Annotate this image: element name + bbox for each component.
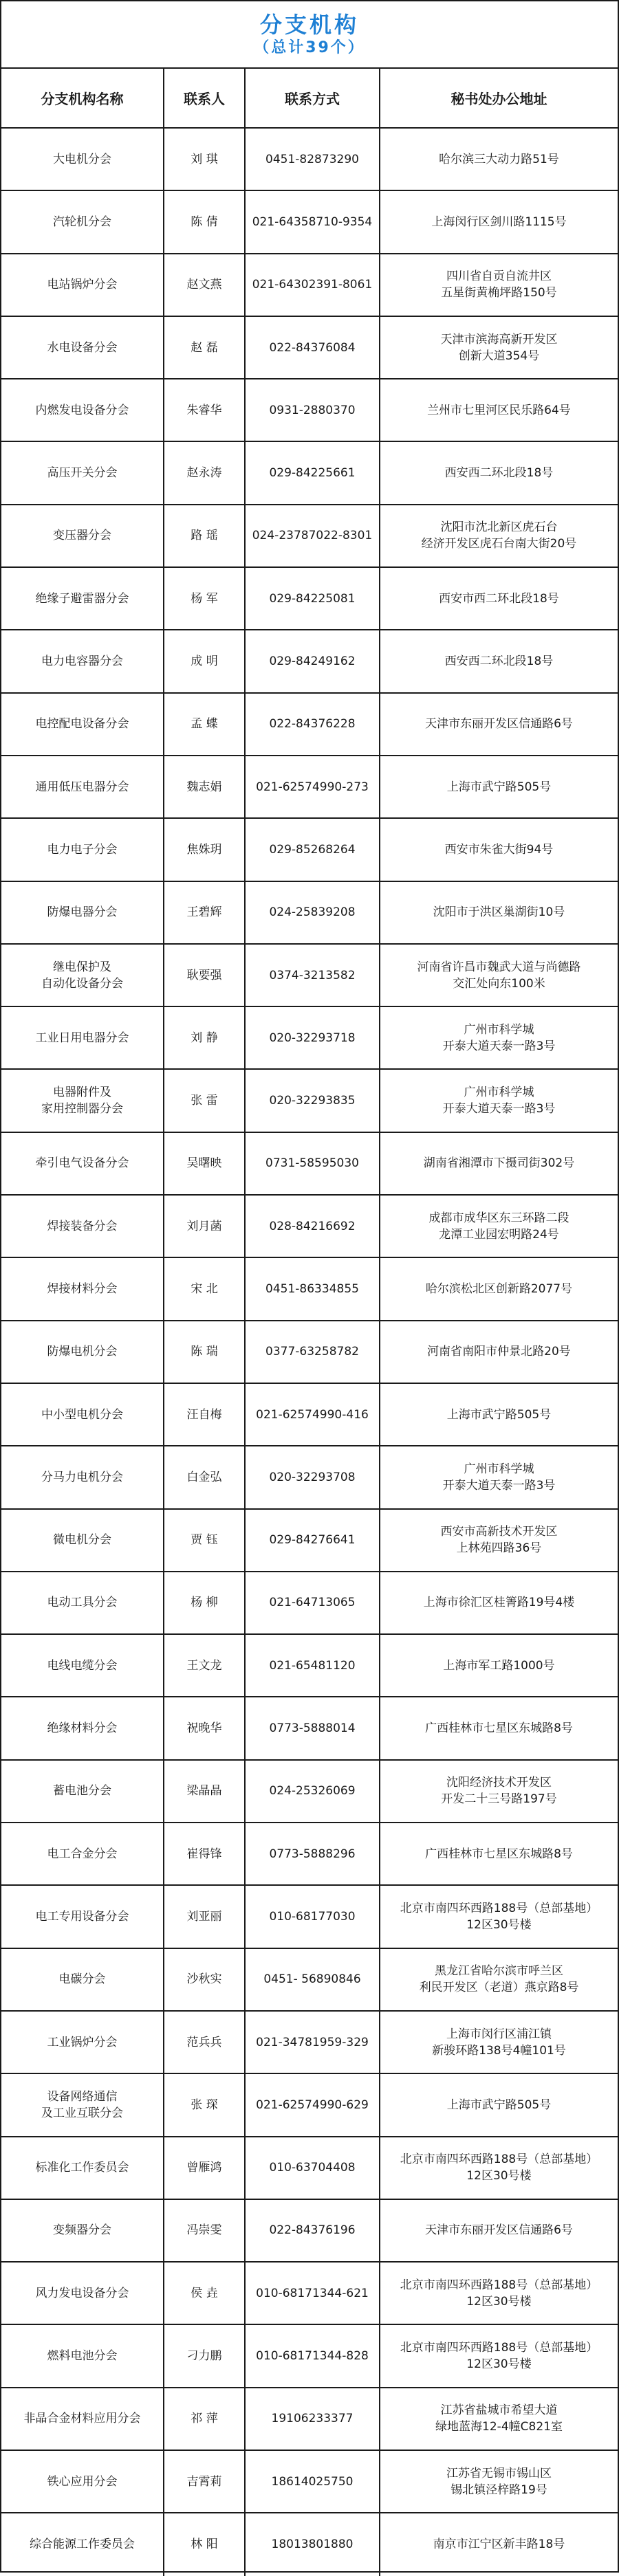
branch-name-cell: 铁心应用分会	[1, 2450, 164, 2513]
table-row	[1, 567, 618, 630]
contact-cell: 朱睿华	[164, 379, 245, 441]
table-row	[1, 254, 618, 316]
table-row	[1, 756, 618, 818]
table-row	[1, 316, 618, 379]
contact-cell: 曾雁鸿	[164, 2137, 245, 2199]
phone-cell: 010-68171344-621	[245, 2262, 380, 2324]
address-cell: 天津市滨海高新开发区 创新大道354号	[380, 316, 618, 379]
phone-cell: 029-84225661	[245, 441, 380, 504]
table-row	[1, 2011, 618, 2073]
branch-name-cell: 电工合金分会	[1, 1823, 164, 1885]
phone-cell: 0773-5888296	[245, 1823, 380, 1885]
table-row	[1, 505, 618, 567]
branch-name-cell: 绝缘子避雷器分会	[1, 567, 164, 630]
table-row	[1, 1132, 618, 1195]
contact-cell: 刘 静	[164, 1006, 245, 1069]
table-row	[1, 1383, 618, 1446]
address-cell: 河南省许昌市魏武大道与尚德路 交汇处向东100米	[380, 944, 618, 1006]
contact-cell: 陈 瑞	[164, 1321, 245, 1383]
branch-name-cell: 非晶合金材料应用分会	[1, 2388, 164, 2450]
contact-cell: 耿要强	[164, 944, 245, 1006]
contact-cell: 汪自梅	[164, 1383, 245, 1446]
phone-cell: 029-85268264	[245, 818, 380, 881]
branch-name-cell: 变压器分会	[1, 505, 164, 567]
branch-name-cell: 电线电缆分会	[1, 1634, 164, 1697]
contact-cell: 杨 军	[164, 567, 245, 630]
table-row	[1, 1195, 618, 1257]
branch-name-cell: 工业日用电器分会	[1, 1006, 164, 1069]
branch-name-cell: 设备网络通信 及工业互联分会	[1, 2073, 164, 2136]
table-row	[1, 944, 618, 1006]
phone-cell: 010-68171344-828	[245, 2324, 380, 2387]
contact-cell: 沙秋实	[164, 1948, 245, 2011]
page-title: 分支机构	[259, 12, 359, 38]
table-row	[1, 1257, 618, 1320]
table-row	[1, 1006, 618, 1069]
phone-cell: 18013801880	[245, 2513, 380, 2575]
branch-name-cell: 电力电容器分会	[1, 630, 164, 692]
phone-cell: 021-34781959-329	[245, 2011, 380, 2073]
phone-cell: 0451-82873290	[245, 128, 380, 190]
branch-name-cell: 风力发电设备分会	[1, 2262, 164, 2324]
table-row	[1, 1948, 618, 2011]
branch-name-cell: 牵引电气设备分会	[1, 1132, 164, 1195]
contact-cell: 冯崇雯	[164, 2199, 245, 2262]
address-cell: 哈尔滨松北区创新路2077号	[380, 1257, 618, 1320]
branch-name-cell: 燃料电池分会	[1, 2324, 164, 2387]
phone-cell: 029-84225081	[245, 567, 380, 630]
phone-cell: 021-64358710-9354	[245, 190, 380, 253]
table-row	[1, 1069, 618, 1132]
contact-cell: 林 阳	[164, 2513, 245, 2575]
phone-cell: 0374-3213582	[245, 944, 380, 1006]
phone-cell: 021-62574990-629	[245, 2073, 380, 2136]
contact-cell: 焦姝玥	[164, 818, 245, 881]
table-row	[1, 881, 618, 944]
contact-cell: 赵永涛	[164, 441, 245, 504]
contact-cell: 宋 北	[164, 1257, 245, 1320]
address-cell: 黑龙江省哈尔滨市呼兰区 利民开发区（老道）燕京路8号	[380, 1948, 618, 2011]
contact-cell: 梁晶晶	[164, 1760, 245, 1823]
contact-cell: 成 明	[164, 630, 245, 692]
address-cell: 广州市科学城 开泰大道天泰一路3号	[380, 1069, 618, 1132]
contact-cell: 祁 萍	[164, 2388, 245, 2450]
table-row	[1, 1885, 618, 1948]
branch-name-cell: 防爆电器分会	[1, 881, 164, 944]
phone-cell: 021-62574990-416	[245, 1383, 380, 1446]
phone-cell: 024-23787022-8301	[245, 505, 380, 567]
address-cell: 西安西二环北段18号	[380, 630, 618, 692]
contact-cell: 刘 琪	[164, 128, 245, 190]
branch-name-cell: 高压开关分会	[1, 441, 164, 504]
phone-cell: 020-32293835	[245, 1069, 380, 1132]
contact-cell: 赵 磊	[164, 316, 245, 379]
phone-cell: 021-64713065	[245, 1572, 380, 1634]
table-row	[1, 1509, 618, 1572]
branch-name-cell: 汽轮机分会	[1, 190, 164, 253]
contact-cell: 赵文燕	[164, 254, 245, 316]
phone-cell: 010-68177030	[245, 1885, 380, 1948]
address-cell: 北京市南四环西路188号（总部基地） 12区30号楼	[380, 2137, 618, 2199]
contact-cell: 范兵兵	[164, 2011, 245, 2073]
contact-cell: 陈 倩	[164, 190, 245, 253]
branch-name-cell: 电工专用设备分会	[1, 1885, 164, 1948]
branch-name-cell: 焊接材料分会	[1, 1257, 164, 1320]
contact-cell: 吴曙映	[164, 1132, 245, 1195]
contact-cell: 崔得锋	[164, 1823, 245, 1885]
table-row	[1, 1634, 618, 1697]
contact-cell: 杨 柳	[164, 1572, 245, 1634]
address-cell: 上海市武宁路505号	[380, 756, 618, 818]
address-cell: 河南省南阳市仲景北路20号	[380, 1321, 618, 1383]
header-address: 秘书处办公地址	[380, 69, 618, 128]
contact-cell: 贾 钰	[164, 1509, 245, 1572]
address-cell: 四川省自贡自流井区 五星街黄桷坪路150号	[380, 254, 618, 316]
address-cell: 上海市军工路1000号	[380, 1634, 618, 1697]
branch-name-cell: 内燃发电设备分会	[1, 379, 164, 441]
contact-cell: 孟 蝶	[164, 693, 245, 756]
phone-cell: 0931-2880370	[245, 379, 380, 441]
phone-cell: 19106233377	[245, 2388, 380, 2450]
phone-cell: 022-84376196	[245, 2199, 380, 2262]
address-cell: 江苏省无锡市锡山区 锡北镇泾梓路19号	[380, 2450, 618, 2513]
table-row	[1, 128, 618, 190]
address-cell: 广西桂林市七星区东城路8号	[380, 1697, 618, 1759]
branch-name-cell: 电力电子分会	[1, 818, 164, 881]
table-row	[1, 1697, 618, 1759]
address-cell: 上海市武宁路505号	[380, 2073, 618, 2136]
phone-cell: 029-84249162	[245, 630, 380, 692]
phone-cell: 021-64302391-8061	[245, 254, 380, 316]
phone-cell: 021-62574990-273	[245, 756, 380, 818]
table-row	[1, 2450, 618, 2513]
branch-name-cell: 微电机分会	[1, 1509, 164, 1572]
branch-name-cell: 变频器分会	[1, 2199, 164, 2262]
header-phone: 联系方式	[245, 69, 380, 128]
table-row	[1, 693, 618, 756]
table-row	[1, 1572, 618, 1634]
table-row	[1, 379, 618, 441]
address-cell: 南京市江宁区新丰路18号	[380, 2513, 618, 2575]
phone-cell: 029-84276641	[245, 1509, 380, 1572]
branch-name-cell: 水电设备分会	[1, 316, 164, 379]
address-cell: 沈阳市沈北新区虎石台 经济开发区虎石台南大街20号	[380, 505, 618, 567]
table-row	[1, 2137, 618, 2199]
phone-cell: 021-65481120	[245, 1634, 380, 1697]
phone-cell: 022-84376084	[245, 316, 380, 379]
address-cell: 西安市高新技术开发区 上林苑四路36号	[380, 1509, 618, 1572]
header-name: 分支机构名称	[1, 69, 164, 128]
phone-cell: 0451- 56890846	[245, 1948, 380, 2011]
address-cell: 天津市东丽开发区信通路6号	[380, 2199, 618, 2262]
contact-cell: 刘月菡	[164, 1195, 245, 1257]
address-cell: 北京市南四环西路188号（总部基地） 12区30号楼	[380, 2324, 618, 2387]
contact-cell: 刘亚丽	[164, 1885, 245, 1948]
address-cell: 天津市东丽开发区信通路6号	[380, 693, 618, 756]
branch-name-cell: 焊接装备分会	[1, 1195, 164, 1257]
table-row	[1, 1823, 618, 1885]
address-cell: 兰州市七里河区民乐路64号	[380, 379, 618, 441]
branch-table	[1, 69, 618, 2576]
table-row	[1, 2262, 618, 2324]
address-cell: 西安西二环北段18号	[380, 441, 618, 504]
phone-cell: 020-32293718	[245, 1006, 380, 1069]
contact-cell: 侯 垚	[164, 2262, 245, 2324]
address-cell: 湖南省湘潭市下摄司街302号	[380, 1132, 618, 1195]
contact-cell: 祝晚华	[164, 1697, 245, 1759]
phone-cell: 0731-58595030	[245, 1132, 380, 1195]
branch-name-cell: 工业锅炉分会	[1, 2011, 164, 2073]
address-cell: 西安市西二环北段18号	[380, 567, 618, 630]
address-cell: 成都市成华区东三环路二段 龙潭工业园宏明路24号	[380, 1195, 618, 1257]
address-cell: 上海市徐汇区桂箐路19号4楼	[380, 1572, 618, 1634]
contact-cell: 王碧辉	[164, 881, 245, 944]
branch-name-cell: 绝缘材料分会	[1, 1697, 164, 1759]
address-cell: 北京市南四环西路188号（总部基地） 12区30号楼	[380, 2262, 618, 2324]
phone-cell: 0773-5888014	[245, 1697, 380, 1759]
table-header-row	[1, 69, 618, 128]
table-row	[1, 1760, 618, 1823]
branch-name-cell: 通用低压电器分会	[1, 756, 164, 818]
table-row	[1, 441, 618, 504]
branch-name-cell: 防爆电机分会	[1, 1321, 164, 1383]
title-block	[1, 1, 618, 69]
contact-cell: 张 琛	[164, 2073, 245, 2136]
address-cell: 上海市武宁路505号	[380, 1383, 618, 1446]
table-row	[1, 2073, 618, 2136]
phone-cell: 022-84376228	[245, 693, 380, 756]
contact-cell: 刁力鹏	[164, 2324, 245, 2387]
branch-name-cell: 分马力电机分会	[1, 1446, 164, 1508]
phone-cell: 010-63704408	[245, 2137, 380, 2199]
branch-name-cell: 继电保护及 自动化设备分会	[1, 944, 164, 1006]
phone-cell: 024-25839208	[245, 881, 380, 944]
address-cell: 广西桂林市七星区东城路8号	[380, 1823, 618, 1885]
address-cell: 北京市南四环西路188号（总部基地） 12区30号楼	[380, 1885, 618, 1948]
address-cell: 广州市科学城 开泰大道天泰一路3号	[380, 1446, 618, 1508]
branch-name-cell: 标准化工作委员会	[1, 2137, 164, 2199]
table-row	[1, 2388, 618, 2450]
address-cell: 沈阳市于洪区巢湖街10号	[380, 881, 618, 944]
table-row	[1, 818, 618, 881]
header-contact: 联系人	[164, 69, 245, 128]
branch-name-cell: 大电机分会	[1, 128, 164, 190]
branch-name-cell: 电站锅炉分会	[1, 254, 164, 316]
phone-cell: 024-25326069	[245, 1760, 380, 1823]
address-cell: 上海市闵行区浦江镇 新骏环路138号4幢101号	[380, 2011, 618, 2073]
branch-name-cell: 电控配电设备分会	[1, 693, 164, 756]
table-row	[1, 190, 618, 253]
table-row	[1, 1446, 618, 1508]
address-cell: 西安市朱雀大街94号	[380, 818, 618, 881]
phone-cell: 18614025750	[245, 2450, 380, 2513]
branch-name-cell: 中小型电机分会	[1, 1383, 164, 1446]
table-row	[1, 2199, 618, 2262]
branch-name-cell: 电器附件及 家用控制器分会	[1, 1069, 164, 1132]
address-cell: 沈阳经济技术开发区 开发二十三号路197号	[380, 1760, 618, 1823]
branch-name-cell: 蓄电池分会	[1, 1760, 164, 1823]
page-subtitle: （总计39个）	[254, 39, 365, 56]
contact-cell: 张 雷	[164, 1069, 245, 1132]
table-row	[1, 2324, 618, 2387]
branch-name-cell: 电动工具分会	[1, 1572, 164, 1634]
contact-cell: 路 瑶	[164, 505, 245, 567]
address-cell: 江苏省盐城市希望大道 绿地蓝海12-4幢C821室	[380, 2388, 618, 2450]
contact-cell: 王文龙	[164, 1634, 245, 1697]
branch-name-cell: 电碳分会	[1, 1948, 164, 2011]
phone-cell: 0451-86334855	[245, 1257, 380, 1320]
table-row	[1, 1321, 618, 1383]
contact-cell: 吉霄莉	[164, 2450, 245, 2513]
contact-cell: 魏志娟	[164, 756, 245, 818]
phone-cell: 028-84216692	[245, 1195, 380, 1257]
table-row	[1, 630, 618, 692]
phone-cell: 0377-63258782	[245, 1321, 380, 1383]
contact-cell: 白金弘	[164, 1446, 245, 1508]
table-row	[1, 2513, 618, 2575]
address-cell: 广州市科学城 开泰大道天泰一路3号	[380, 1006, 618, 1069]
address-cell: 上海闵行区剑川路1115号	[380, 190, 618, 253]
phone-cell: 020-32293708	[245, 1446, 380, 1508]
address-cell: 哈尔滨三大动力路51号	[380, 128, 618, 190]
branch-name-cell: 综合能源工作委员会	[1, 2513, 164, 2575]
